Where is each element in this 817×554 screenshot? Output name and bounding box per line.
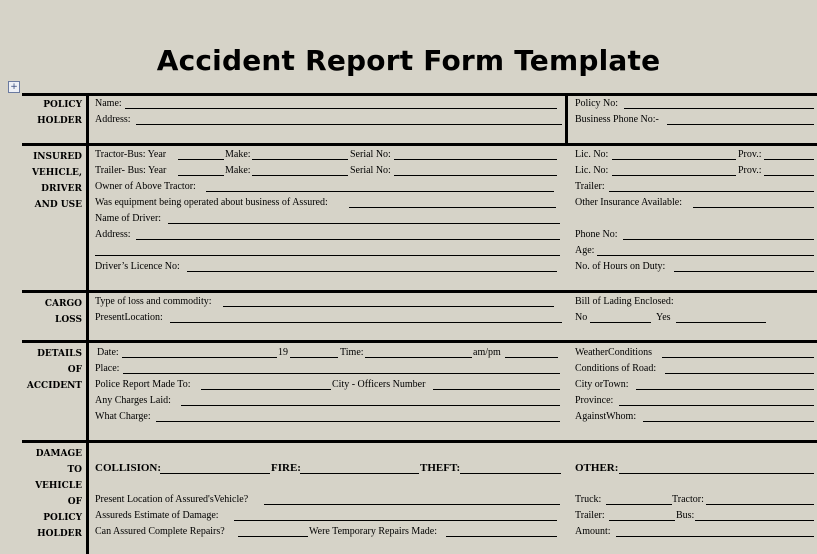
trailer-make-label: Make: [225,165,251,176]
section-label-details: DETAILS [37,349,82,359]
business-phone-label: Business Phone No:- [575,114,659,125]
bill-of-lading-label: Bill of Lading Enclosed: [575,296,674,307]
road-label: Conditions of Road: [575,363,657,374]
table-move-handle-icon[interactable]: + [8,81,20,93]
police-report-field[interactable] [201,389,331,390]
what-charge-label: What Charge: [95,411,151,422]
amount-label: Amount: [575,526,611,537]
year-field[interactable] [290,357,338,358]
equipment-field[interactable] [349,207,556,208]
collision-label: COLLISION: [95,462,162,474]
any-charges-label: Any Charges Laid: [95,395,171,406]
temporary-repairs-field[interactable] [446,536,557,537]
prov-field-1[interactable] [764,159,814,160]
section-label-of: OF [67,365,82,375]
prov-field-2[interactable] [764,175,814,176]
tractor-serial-field[interactable] [394,159,557,160]
tractor-bus-year-label: Tractor-Bus: Year [95,149,167,160]
time-label: Time: [340,347,364,358]
city-officers-field[interactable] [433,389,560,390]
type-of-loss-field[interactable] [223,306,554,307]
owner-label: Owner of Above Tractor: [95,181,196,192]
time-field[interactable] [365,357,472,358]
lic-no-label-2: Lic. No: [575,165,609,176]
section-divider [22,290,817,293]
place-field[interactable] [123,373,560,374]
province-field[interactable] [619,405,814,406]
vehicle-location-field[interactable] [264,504,560,505]
driver-address-field-2[interactable] [95,255,560,256]
trailer-year-field[interactable] [178,175,224,176]
name-of-driver-label: Name of Driver: [95,213,162,224]
trailer-make-field[interactable] [252,175,348,176]
fire-label: FIRE: [271,462,301,474]
age-label: Age: [575,245,595,256]
tractor-serial-label: Serial No: [350,149,391,160]
other-insurance-field[interactable] [693,207,814,208]
name-field[interactable] [125,108,557,109]
section-label-vehicle: VEHICLE, [31,168,82,178]
section-divider [22,340,817,343]
weather-label: WeatherConditions [575,347,652,358]
city-officers-label: City - Officers Number [332,379,426,390]
trailer-serial-field[interactable] [394,175,557,176]
licence-label: Driver’s Licence No: [95,261,180,272]
phone-no-field[interactable] [623,239,814,240]
estimate-label: Assureds Estimate of Damage: [95,510,219,521]
section-label-holder-2: HOLDER [37,529,82,539]
age-field[interactable] [597,255,814,256]
no-label: No [575,312,588,323]
estimate-field[interactable] [234,520,557,521]
hours-on-duty-label: No. of Hours on Duty: [575,261,666,272]
section-label-loss: LOSS [55,315,82,325]
section-label-vehicle-2: VEHICLE [35,481,82,491]
what-charge-field[interactable] [156,421,560,422]
section-label-policy: POLICY [43,100,82,110]
driver-address-field[interactable] [136,239,560,240]
hours-on-duty-field[interactable] [674,271,814,272]
name-label: Name: [95,98,122,109]
tractor-make-label: Make: [225,149,251,160]
date-field[interactable] [122,357,277,358]
complete-repairs-field[interactable] [238,536,308,537]
policy-no-label: Policy No: [575,98,619,109]
am-pm-label: am/pm [473,347,501,358]
damage-trailer-field[interactable] [609,520,675,521]
licence-field[interactable] [187,271,557,272]
section-label-cargo: CARGO [44,299,82,309]
tractor-label: Tractor: [672,494,704,505]
section-divider [22,440,817,443]
section-label-accident: ACCIDENT [26,381,82,391]
police-report-label: Police Report Made To: [95,379,191,390]
theft-field[interactable] [460,473,561,474]
tractor-make-field[interactable] [252,159,348,160]
section-divider [22,93,817,96]
page-title: Accident Report Form Template [156,44,661,77]
theft-label: THEFT: [420,462,461,474]
trailer-bus-year-label: Trailer- Bus: Year [95,165,167,176]
lic-no-field-1[interactable] [612,159,736,160]
owner-field[interactable] [206,191,554,192]
trailer-field[interactable] [609,191,814,192]
section-divider [22,143,817,146]
truck-field[interactable] [606,504,672,505]
tractor-year-field[interactable] [178,159,224,160]
road-field[interactable] [665,373,814,374]
section-label-holder: HOLDER [37,116,82,126]
bus-label: Bus: [676,510,695,521]
policy-no-field[interactable] [624,108,814,109]
other-insurance-label: Other Insurance Available: [575,197,682,208]
place-label: Place: [95,363,120,374]
prov-label-1: Prov.: [738,149,762,160]
damage-trailer-label: Trailer: [575,510,605,521]
section-label-policy-2: POLICY [43,513,82,523]
truck-label: Truck: [575,494,602,505]
vehicle-location-label: Present Location of Assured'sVehicle? [95,494,249,505]
fire-field[interactable] [300,473,419,474]
lic-no-label-1: Lic. No: [575,149,609,160]
yes-field[interactable] [676,322,766,323]
address-field[interactable] [136,124,562,125]
section-label-and-use: AND USE [34,200,82,210]
cargo-present-location-label: PresentLocation: [95,312,163,323]
no-field[interactable] [590,322,651,323]
against-whom-field[interactable] [643,421,814,422]
year-prefix-label: 19 [278,347,288,358]
prov-label-2: Prov.: [738,165,762,176]
type-of-loss-label: Type of loss and commodity: [95,296,212,307]
section-label-insured: INSURED [33,152,82,162]
phone-no-label: Phone No: [575,229,618,240]
yes-label: Yes [656,312,671,323]
tractor-field[interactable] [706,504,814,505]
equipment-label: Was equipment being operated about business of Assured: [95,197,328,208]
trailer-label: Trailer: [575,181,605,192]
lic-no-field-2[interactable] [612,175,736,176]
other-label: OTHER: [575,462,619,474]
driver-address-label: Address: [95,229,131,240]
section-label-damage: DAMAGE [35,449,82,459]
label-column-divider [86,93,89,554]
temporary-repairs-label: Were Temporary Repairs Made: [309,526,437,537]
cargo-present-location-field[interactable] [170,322,562,323]
city-town-field[interactable] [636,389,814,390]
bus-field[interactable] [695,520,814,521]
city-town-label: City orTown: [575,379,629,390]
province-label: Province: [575,395,614,406]
section-label-of-2: OF [67,497,82,507]
address-label: Address: [95,114,131,125]
against-whom-label: AgainstWhom: [575,411,637,422]
other-field[interactable] [619,473,814,474]
any-charges-field[interactable] [181,405,560,406]
name-of-driver-field[interactable] [168,223,560,224]
section-label-to: TO [67,465,82,475]
weather-field[interactable] [662,357,814,358]
amount-field[interactable] [616,536,814,537]
date-label: Date: [97,347,119,358]
am-pm-field[interactable] [505,357,558,358]
collision-field[interactable] [160,473,270,474]
trailer-serial-label: Serial No: [350,165,391,176]
complete-repairs-label: Can Assured Complete Repairs? [95,526,225,537]
section-label-driver: DRIVER [41,184,82,194]
policy-column-divider [565,93,568,143]
business-phone-field[interactable] [667,124,814,125]
